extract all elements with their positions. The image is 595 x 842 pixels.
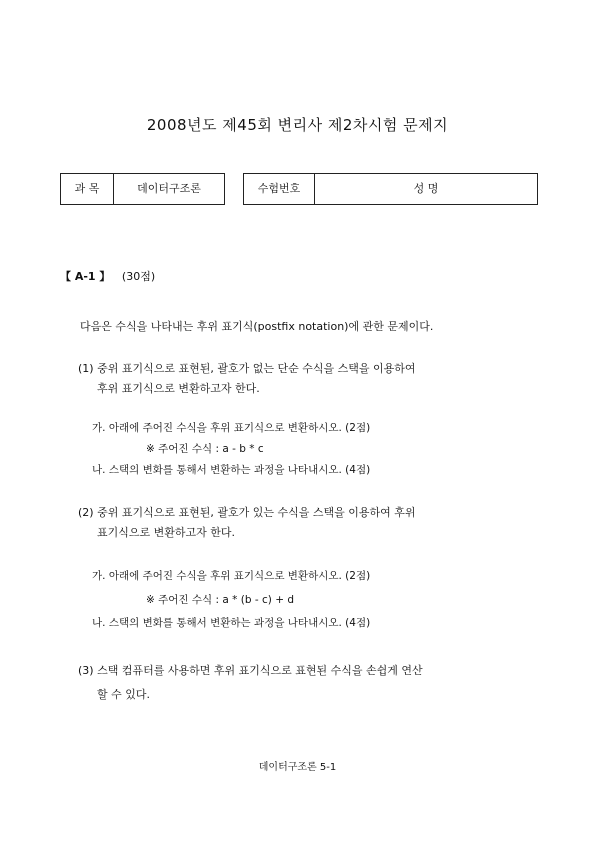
q1-part-a: 가. 아래에 주어진 수식을 후위 표기식으로 변환하시오. (2점) xyxy=(92,422,371,434)
page-footer: 데이터구조론 5-1 xyxy=(258,762,337,773)
page-title: 2008년도 제45회 변리사 제2차시험 문제지 xyxy=(146,116,449,134)
name-label: 성 명 xyxy=(413,182,439,195)
exam-info-box xyxy=(243,173,538,205)
section-header xyxy=(60,268,155,284)
exam-number-label: 수험번호 xyxy=(257,182,301,195)
q3-line2: 할 수 있다. xyxy=(97,688,150,701)
q2-formula: ※ 주어진 수식 : a * (b - c) + d xyxy=(146,594,294,606)
q2-line1: (2) 중위 표기식으로 표현된, 괄호가 있는 수식을 스택을 이용하여 후위 xyxy=(78,506,416,519)
subject-box xyxy=(60,173,225,205)
subject-value: 데이터구조론 xyxy=(137,182,201,195)
q2-part-b: 나. 스택의 변화를 통해서 변환하는 과정을 나타내시오. (4점) xyxy=(92,617,371,629)
q1-part-b: 나. 스택의 변화를 통해서 변환하는 과정을 나타내시오. (4점) xyxy=(92,464,371,476)
q2-part-a: 가. 아래에 주어진 수식을 후위 표기식으로 변환하시오. (2점) xyxy=(92,570,371,582)
q2-line2: 표기식으로 변환하고자 한다. xyxy=(97,526,236,539)
q3-line1: (3) 스택 컴퓨터를 사용하면 후위 표기식으로 표현된 수식을 손쉽게 연산 xyxy=(78,664,423,677)
q1-formula: ※ 주어진 수식 : a - b * c xyxy=(146,443,264,455)
intro-text: 다음은 수식을 나타내는 후위 표기식(postfix notation)에 관한 문제이다. xyxy=(80,320,434,333)
q1-line2: 후위 표기식으로 변환하고자 한다. xyxy=(97,382,260,395)
q1-line1: (1) 중위 표기식으로 표현된, 괄호가 없는 단순 수식을 스택을 이용하여 xyxy=(78,362,416,375)
subject-label: 과 목 xyxy=(74,182,100,195)
section-points: (30점) xyxy=(121,270,156,283)
section-tag: 【 A-1 】 xyxy=(60,270,111,283)
